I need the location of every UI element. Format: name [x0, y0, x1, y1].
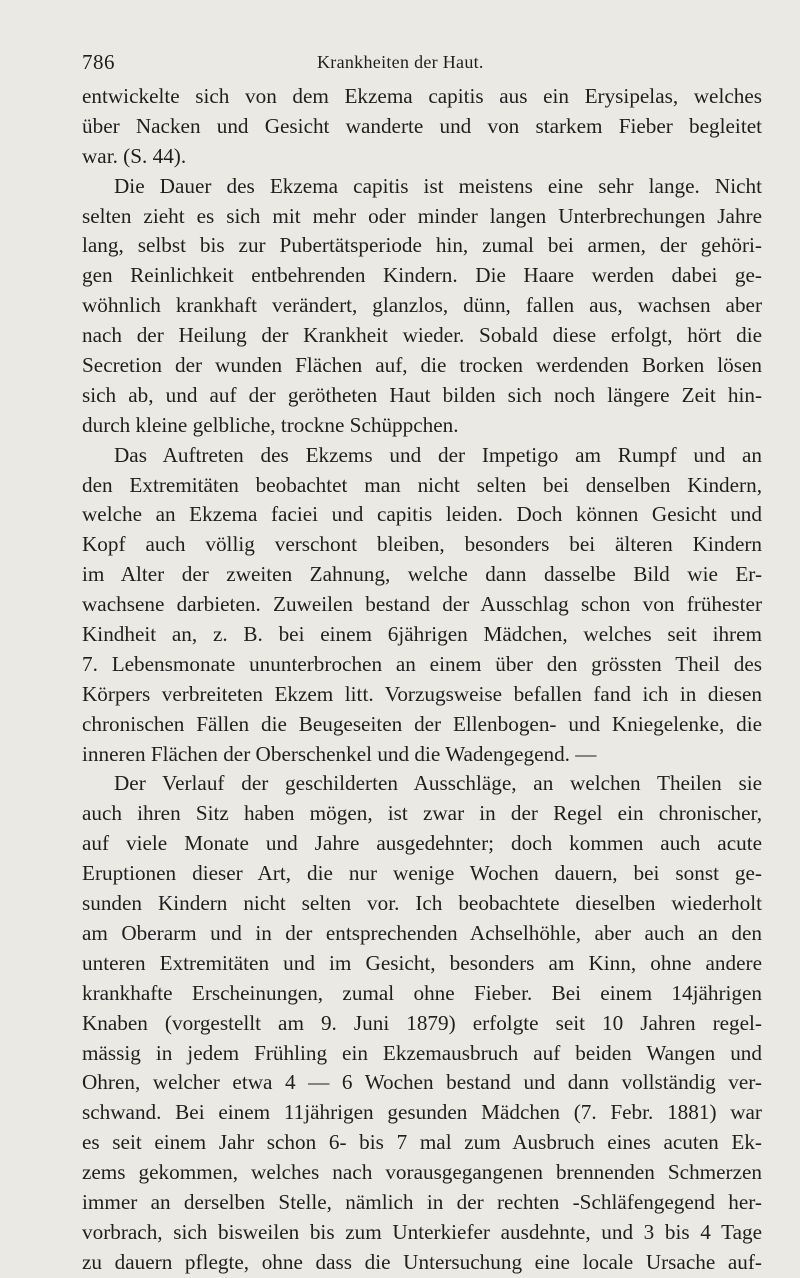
- text-line: auf viele Monate und Jahre ausgedehnter; doch kommen auch acute: [82, 831, 762, 856]
- text-line: Kindheit an, z. B. bei einem 6jährigen Mädchen, welches seit ihrem: [82, 622, 762, 647]
- text-line: selten zieht es sich mit mehr oder minder langen Unterbrechungen Jahre: [82, 203, 762, 228]
- text-line: Eruptionen dieser Art, die nur wenige Wochen dauern, bei sonst ge-: [82, 861, 762, 886]
- text-line: war. (S. 44).: [82, 143, 187, 168]
- text-line: Kopf auch völlig verschont bleiben, besonders bei älteren Kindern: [82, 532, 762, 557]
- text-line: unteren Extremitäten und im Gesicht, besonders am Kinn, ohne andere: [82, 950, 762, 975]
- text-line: Körpers verbreiteten Ekzem litt. Vorzugsweise befallen fand ich in diesen: [82, 681, 762, 706]
- text-line: welche an Ekzema faciei und capitis leiden. Doch können Gesicht und: [82, 502, 762, 527]
- text-line: mässig in jedem Frühling ein Ekzemausbruch auf beiden Wangen und: [82, 1040, 762, 1065]
- text-line: schwand. Bei einem 11jährigen gesunden Mädchen (7. Febr. 1881) war: [82, 1100, 762, 1125]
- text-line: inneren Flächen der Oberschenkel und die Wadengegend. —: [82, 741, 597, 766]
- text-line: chronischen Fällen die Beugeseiten der Ellenbogen- und Kniegelenke, die: [82, 711, 762, 736]
- body-text: [82, 82, 762, 1278]
- text-line: Ohren, welcher etwa 4 — 6 Wochen bestand und dann vollständig ver-: [82, 1070, 762, 1095]
- text-line: gen Reinlichkeit entbehrenden Kindern. Die Haare werden dabei ge-: [82, 263, 762, 288]
- text-line: wöhnlich krankhaft verändert, glanzlos, dünn, fallen aus, wachsen aber: [82, 293, 762, 318]
- text-line: Die Dauer des Ekzema capitis ist meistens eine sehr lange. Nicht: [114, 173, 762, 198]
- text-line: Secretion der wunden Flächen auf, die trocken werdenden Borken lösen: [82, 353, 762, 378]
- text-line: krankhafte Erscheinungen, zumal ohne Fieber. Bei einem 14jährigen: [82, 980, 762, 1005]
- text-line: 7. Lebensmonate ununterbrochen an einem über den grössten Theil des: [82, 651, 762, 676]
- text-line: wachsene darbieten. Zuweilen bestand der Ausschlag schon von frühester: [82, 592, 762, 617]
- text-line: es seit einem Jahr schon 6- bis 7 mal zum Ausbruch eines acuten Ek-: [82, 1130, 762, 1155]
- text-line: am Oberarm und in der entsprechenden Achselhöhle, aber auch an den: [82, 920, 762, 945]
- page-number: 786: [82, 50, 115, 74]
- text-line: zu dauern pflegte, ohne dass die Untersuchung eine locale Ursache auf-: [82, 1249, 762, 1274]
- text-line: lang, selbst bis zur Pubertätsperiode hin, zumal bei armen, der gehöri-: [82, 233, 762, 258]
- text-line: über Nacken und Gesicht wanderte und von starkem Fieber begleitet: [82, 113, 762, 138]
- text-line: immer an derselben Stelle, nämlich in der rechten -Schläfengegend her-: [82, 1189, 762, 1214]
- text-line: entwickelte sich von dem Ekzema capitis aus ein Erysipelas, welches: [82, 84, 762, 108]
- text-line: Der Verlauf der geschilderten Ausschläge, an welchen Theilen sie: [114, 771, 762, 796]
- text-line: sunden Kindern nicht selten vor. Ich beobachtete dieselben wiederholt: [82, 891, 762, 916]
- text-line: zems gekommen, welches nach vorausgegangenen brennenden Schmerzen: [82, 1160, 762, 1185]
- text-line: den Extremitäten beobachtet man nicht selten bei denselben Kindern,: [82, 472, 762, 497]
- running-title: Krankheiten der Haut.: [317, 52, 484, 72]
- page-header: [82, 50, 762, 80]
- text-line: im Alter der zweiten Zahnung, welche dann dasselbe Bild wie Er-: [82, 562, 762, 587]
- text-line: sich ab, und auf der gerötheten Haut bilden sich noch längere Zeit hin-: [82, 382, 762, 407]
- text-line: auch ihren Sitz haben mögen, ist zwar in der Regel ein chronischer,: [82, 801, 762, 826]
- text-line: vorbrach, sich bisweilen bis zum Unterkiefer ausdehnte, und 3 bis 4 Tage: [82, 1219, 762, 1244]
- text-line: Knaben (vorgestellt am 9. Juni 1879) erfolgte seit 10 Jahren regel-: [82, 1010, 762, 1035]
- text-line: Das Auftreten des Ekzems und der Impetigo am Rumpf und an: [114, 442, 762, 467]
- text-line: nach der Heilung der Krankheit wieder. Sobald diese erfolgt, hört die: [82, 323, 762, 348]
- text-line: durch kleine gelbliche, trockne Schüppchen.: [82, 412, 459, 437]
